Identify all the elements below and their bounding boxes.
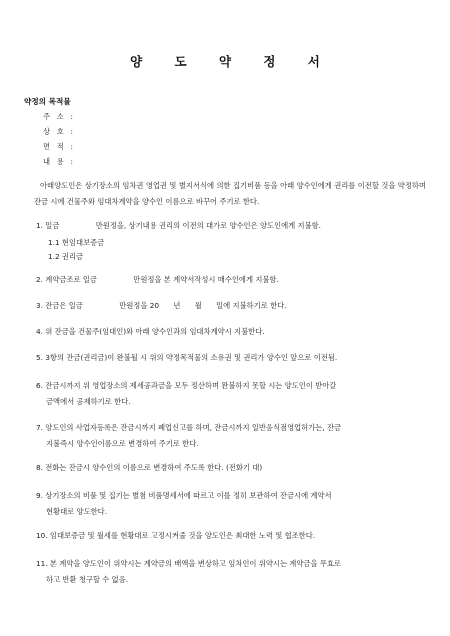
clause-2-end: 만원정을 본 계약서작성시 매수인에게 지불함. xyxy=(133,275,279,284)
clause-9-line-2: 현황대로 양도한다. xyxy=(46,507,108,516)
document-title: 양 도 약 정 서 xyxy=(130,54,334,69)
clause-1-1: 1.1 현임대보증금 xyxy=(48,238,105,247)
field-area: 면 적 : xyxy=(43,142,76,151)
clause-3-day: 일에 지불하기로 한다. xyxy=(216,301,287,310)
field-business-name: 상 호 : xyxy=(43,127,76,136)
section-title: 약정의 목적물 xyxy=(24,97,71,106)
clause-9 xyxy=(36,488,428,520)
clause-3-amount: 만원정을 20 xyxy=(119,301,159,310)
clause-11-line-1: 11. 본 계약을 양도인이 위약시는 계약금의 배액을 변상하고 임차인이 위약시는 계약금을 무효로 xyxy=(36,559,341,568)
clause-6-line-1: 6. 잔금시까지 위 영업장소의 제세공과금을 모두 정산하며 완불하지 못할 시는 양도인이 받아갈 xyxy=(36,381,337,390)
clause-9-line-1: 9. 상기장소의 비품 및 집기는 별첨 비품명세서에 따르고 이를 정히 보관하여 잔금시에 계약서 xyxy=(36,491,332,500)
clause-1 xyxy=(36,218,428,234)
clause-10: 10. 임대보증금 및 월세를 현황대로 고정시켜줄 것을 양도인은 최대한 노력 및 협조한다. xyxy=(36,531,316,540)
field-address: 주 소 : xyxy=(43,112,76,121)
clause-3 xyxy=(36,298,428,314)
clause-2 xyxy=(36,272,428,288)
clause-8: 8. 전화는 잔금시 양수인의 이름으로 변경하여 주도록 한다. (전화기 대) xyxy=(36,463,263,472)
clause-3-month: 월 xyxy=(194,301,202,310)
clause-7-line-2: 지불즉시 양수인이름으로 변경하여 주기로 한다. xyxy=(46,439,199,448)
field-contents: 내 용 : xyxy=(43,157,76,166)
clause-2-start: 2. 계약금조로 일금 xyxy=(36,275,97,284)
clause-7-line-1: 7. 양도인의 사업자등록은 잔금시까지 폐업신고를 하며, 잔금시까지 일반음식점영업허가는, 잔금 xyxy=(36,423,342,432)
clause-3-start: 3. 잔금은 일금 xyxy=(36,301,83,310)
clause-1-end: 만원정을, 상기내용 권리의 이전의 대가로 양수인은 양도인에게 지불함. xyxy=(95,221,322,230)
clause-1-start: 1. 일금 xyxy=(36,221,60,230)
clause-3-year: 년 xyxy=(173,301,181,310)
clause-6-line-2: 금액에서 공제하기로 한다. xyxy=(46,397,131,406)
clause-11 xyxy=(36,556,428,588)
clause-1-2: 1.2 권리금 xyxy=(48,252,84,261)
clause-5: 5. 3항의 잔금(권리금)이 완불될 시 위의 약정목적물의 소유권 및 권리가 양수인 앞으로 이전됨. xyxy=(36,353,338,362)
clause-6 xyxy=(36,378,428,410)
clause-7 xyxy=(36,420,428,452)
intro-paragraph: 아래양도인은 상기장소의 임차권 영업권 및 별지서식에 의한 집기비품 등을 아래 양수인에게 권리를 이전할 것을 약정하며 잔금 시에 건물주와 임대차계약을 양수인 이름으로 바꾸어 주기로 한다. xyxy=(34,181,426,206)
clause-4: 4. 위 잔금을 건물주(임대인)와 아래 양수인과의 임대차계약시 지불한다. xyxy=(36,327,265,336)
clause-11-line-2: 하고 반환 청구할 수 없음. xyxy=(46,575,129,584)
